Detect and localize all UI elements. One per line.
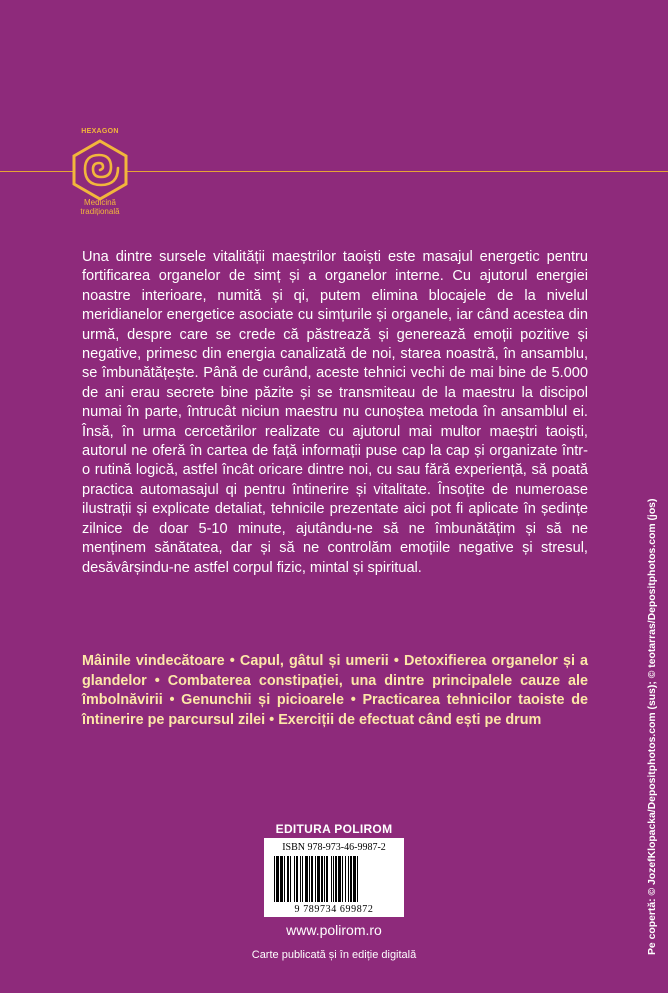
topic-separator: • [154, 672, 160, 689]
logo-brand: HEXAGON [81, 128, 119, 135]
digital-edition-note: Carte publicată și în ediție digitală [251, 949, 417, 961]
barcode-bar [276, 856, 277, 902]
barcode-bar [326, 856, 328, 902]
topic-item: Exerciții de efectuat când ești pe drum [278, 711, 542, 728]
topic-separator: • [269, 711, 275, 728]
topic-item: Capul, gâtul și umerii [239, 653, 389, 669]
topics-list [82, 652, 588, 730]
barcode-bar [315, 856, 316, 902]
hexagon-logo [60, 128, 140, 220]
barcode-bar [348, 856, 349, 902]
barcode [264, 838, 404, 917]
barcode-bar [284, 856, 285, 902]
barcode-bar [357, 856, 358, 902]
publisher-website: www.polirom.ro [286, 922, 382, 938]
logo-subtitle [60, 198, 140, 216]
book-description: Una dintre sursele vitalității maeștrilor taoiști este masajul energetic pentru fortificarea organelor de simț și a organelor interne. Cu ajutorul energiei noastre interioare, numită și qi, putem elimina blocajele de la nivelul meridianelor energetice asociate cu simțurile și organele, iar când acestea din urmă, despre care se crede că păstrează și generează emoții pozitive și negative, primesc din energia canalizată de noi, starea noastră, în ansamblu, se îmbunătățește. Până de curând, aceste tehnici vechi de mai bine de 5.000 de ani erau secrete bine păzite și se transmiteau de la maestru la discipol numai în parte, întrucât niciun maestru nu cunoștea metoda în ansamblul ei. Însă, în urma cercetărilor realizate cu ajutorul mai multor maeștri taoiști, autorul ne oferă în cartea de față informații puse cap la cap și organizate într-o rutină logică, astfel încât oricare dintre noi, cu sau fără experiență, să poată practica automasajul qi pentru întinerire și vitalitate. Însoțite de numeroase ilustrații și explicate detaliat, tehnicile prezentate aici pot fi aplicate în ședințe zilnice de doar 5-10 minute, ajutându-ne să ne îmbunătățim și să ne menținem sănătatea, dar și să ne controlăm emoțiile negative și stresul, desăvârșindu-ne astfel corpul fizic, mintal și spiritual. [82, 249, 588, 576]
barcode-bar [287, 856, 289, 902]
barcode-bar [321, 856, 323, 902]
barcode-bar [311, 856, 313, 902]
barcode-bar [300, 856, 301, 902]
barcode-bar [302, 856, 303, 902]
barcode-bar [317, 856, 320, 902]
publisher-name: EDITURA POLIROM [275, 822, 393, 836]
topic-separator: • [350, 692, 356, 709]
barcode-bar [338, 856, 341, 902]
spiral-hexagon-icon [70, 139, 130, 201]
barcode-bar [309, 856, 310, 902]
topic-separator: • [393, 653, 399, 669]
barcode-bar [345, 856, 346, 902]
barcode-bar [324, 856, 325, 902]
topic-item: Practicarea tehnicilor taoiste de întinerire pe parcursul zilei [82, 692, 588, 728]
barcode-bar [294, 856, 295, 902]
isbn-text: ISBN 978-973-46-9987-2 [282, 842, 386, 853]
topic-separator: • [169, 692, 175, 709]
logo-subtitle-line2: tradițională [80, 207, 120, 216]
barcode-digits: 9 789734 699872 [294, 904, 374, 915]
barcode-bar [335, 856, 337, 902]
topic-separator: • [229, 653, 235, 669]
topic-item: Detoxifierea organelor și a glandelor [82, 653, 589, 689]
barcode-bar [296, 856, 298, 902]
barcode-bar [290, 856, 291, 902]
barcode-bar [280, 856, 283, 902]
barcode-bar [277, 856, 279, 902]
logo-subtitle-line1: Medicină [83, 198, 116, 207]
topic-item: Combaterea constipației, una dintre principalele cauze ale îmbolnăvirii [82, 672, 589, 709]
barcode-bar [331, 856, 332, 902]
barcode-bar [274, 856, 275, 902]
barcode-bar [342, 856, 343, 902]
barcode-bars [272, 856, 396, 904]
topic-item: Mâinile vindecătoare [82, 653, 225, 669]
topic-item: Genunchii și picioarele [181, 692, 345, 709]
barcode-bar [305, 856, 308, 902]
barcode-bar [350, 856, 352, 902]
cover-photo-credit: Pe copertă: © JozefKlopacka/Depositphotos.com (sus); © teotarras/Depositphotos.com (jos) [647, 498, 658, 955]
barcode-bar [353, 856, 356, 902]
barcode-bar [333, 856, 334, 902]
